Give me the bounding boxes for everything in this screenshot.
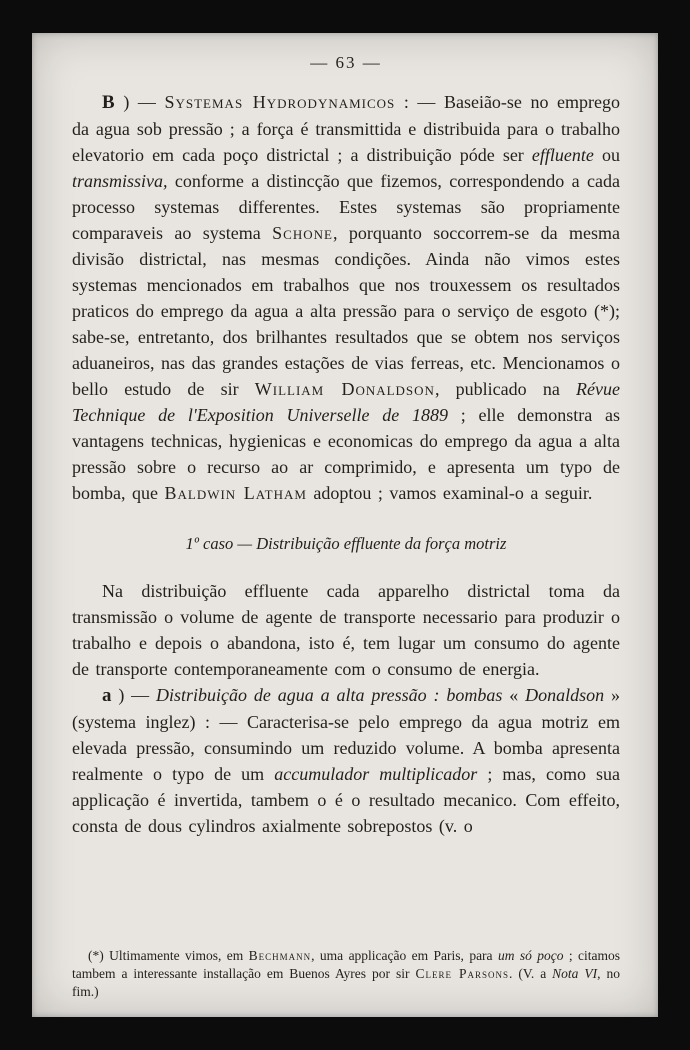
page-number: — 63 — xyxy=(310,53,382,72)
case-heading: 1º caso — Distribuição effluente da força motriz xyxy=(185,534,507,553)
footnote: (*) Ultimamente vimos, em Bechmann, uma applicação em Paris, para um só poço ; citamos tambem a interessante installação em Buenos Ayres por sir Clere Parsons. (V. a Nota VI, no fim.) xyxy=(72,948,621,999)
page-content xyxy=(32,33,658,839)
body-paragraph-bombas-donaldson: a ) — Distribuição de agua a alta pressão : bombas « Donaldson » (systema inglez) : — Caracterisa-se pelo emprego da agua motriz em elevada pressão, consumindo um reduzido volume. A bomba apresenta realmente o typo de um accumulador multiplicador ; mas, como sua applicação é invertida, tambem o é o resultado mecanico. Com effeito, consta de dous cylindros axialmente sobrepostos (v. o xyxy=(72,685,621,836)
book-page xyxy=(32,33,658,1017)
body-paragraph-systemas-hydrodynamicos: B ) — Systemas Hydrodynamicos : — Baseião-se no emprego da agua sob pressão ; a força é transmittida e distribuida para o trabalho elevatorio em cada poço districtal ; a distribuição póde ser effluente ou transmissiva, conforme a distincção que fizemos, correspondendo a cada processo systemas differentes. Estes systemas são propriamente comparaveis ao systema Schone, porquanto soccorrem-se da mesma divisão districtal, nas mesmas condições. Ainda não vimos estes systemas mencionados em trabalhos que nos trouxessem os resultados praticos do emprego da agua a alta pressão para o serviço de esgoto (*); sabe-se, entretanto, dos brilhantes resultados que se obtem nos serviços aduaneiros, nas das grandes estações de vias ferreas, etc. Mencionamos o bello estudo de sir William Donaldson, publicado na Révue Technique de l'Exposition Universelle de 1889 ; elle demonstra as vantagens technicas, hygienicas e economicas do emprego da agua a alta pressão sobre o recurso ao ar comprimido, e apresenta um typo de bomba, que Baldwin Latham adoptou ; vamos examinal-o a seguir. xyxy=(72,92,621,503)
body-paragraph-distribuicao-effluente: Na distribuição effluente cada apparelho districtal toma da transmissão o volume de agente de transporte necessario para produzir o trabalho e depois o abandona, isto é, tem lugar um consumo do agente de transporte contemporaneamente com o consumo de energia. xyxy=(72,581,620,679)
